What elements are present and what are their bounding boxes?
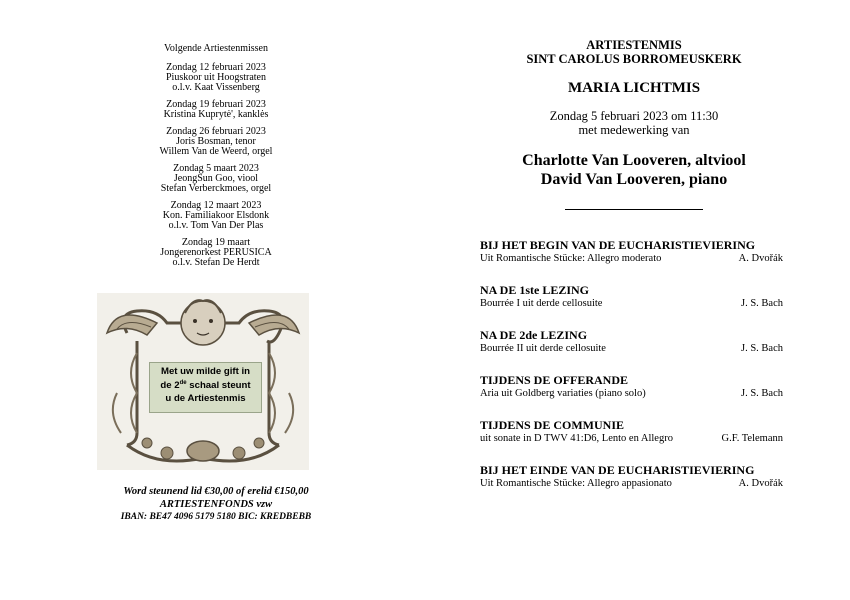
composer: A. Dvořák [738, 253, 783, 264]
composer: J. S. Bach [741, 298, 783, 309]
program-section [480, 328, 798, 356]
program-list [470, 238, 798, 491]
mass-entry [70, 164, 362, 194]
mass-line: Kristina Kuprytė', kanklės [163, 109, 269, 120]
mass-date: Zondag 5 maart 2023 [173, 163, 259, 174]
gift-line: de 2de schaal steunt [160, 379, 251, 391]
feast-title: MARIA LICHTMIS [567, 80, 701, 96]
section-heading: TIJDENS DE COMMUNIE [480, 418, 625, 432]
mass-line: Kon. Familiakoor Elsdonk [162, 210, 270, 221]
gift-line: Met uw milde gift in [160, 366, 250, 377]
mass-line: JeongSun Goo, viool [173, 173, 259, 184]
gift-line: u de Artiestenmis [165, 393, 246, 404]
mass-line: o.l.v. Kaat Vissenberg [172, 82, 260, 93]
church-name: SINT CAROLUS BORROMEUSKERK [526, 52, 742, 66]
section-heading: BIJ HET BEGIN VAN DE EUCHARISTIEVIERING [480, 238, 756, 252]
section-heading: NA DE 1ste LEZING [480, 283, 590, 297]
program-section [480, 373, 798, 401]
mass-date: Zondag 26 februari 2023 [166, 126, 266, 137]
performer: Charlotte Van Looveren, altviool [522, 152, 746, 169]
piece-title: uit sonate in D TWV 41:D6, Lento en Allegro [480, 433, 673, 444]
mass-line: Willem Van de Weerd, orgel [159, 146, 273, 157]
section-heading: TIJDENS DE OFFERANDE [480, 373, 629, 387]
collab-line: met medewerking van [578, 123, 690, 137]
mass-line: Piuskoor uit Hoogstraten [166, 72, 266, 83]
section-heading: BIJ HET EINDE VAN DE EUCHARISTIEVIERING [480, 463, 755, 477]
mass-line: o.l.v. Stefan De Herdt [172, 257, 260, 268]
mass-entry [70, 238, 362, 268]
program-section [480, 463, 798, 491]
mass-line: o.l.v. Tom Van Der Plas [168, 220, 264, 231]
gift-label [149, 362, 262, 413]
section-heading: NA DE 2de LEZING [480, 328, 588, 342]
membership-line: Word steunend lid €30,00 of erelid €150,00 [123, 486, 309, 497]
program-row [480, 477, 783, 491]
mass-entry [70, 63, 362, 93]
program-section [480, 238, 798, 266]
program-section [480, 418, 798, 446]
upcoming-header: Volgende Artiestenmissen [164, 43, 268, 54]
program-row [480, 387, 783, 401]
page-title: ARTIESTENMIS [586, 38, 682, 52]
piece-title: Uit Romantische Stücke: Allegro appasionato [480, 478, 672, 489]
piece-title: Aria uit Goldberg variaties (piano solo) [480, 388, 646, 399]
mass-entry [70, 201, 362, 231]
mass-line: Joris Bosman, tenor [176, 136, 256, 147]
mass-date: Zondag 12 februari 2023 [166, 62, 266, 73]
mass-line: Jongerenorkest PERUSICA [160, 247, 272, 258]
piece-title: Bourrée II uit derde cellosuite [480, 343, 606, 354]
program-row [480, 297, 783, 311]
iban-line: IBAN: BE47 4096 5179 5180 BIC: KREDBEBB [120, 512, 312, 522]
mass-date: Zondag 19 maart [181, 237, 251, 248]
composer: J. S. Bach [741, 388, 783, 399]
performer: David Van Looveren, piano [540, 171, 728, 188]
service-date: Zondag 5 februari 2023 om 11:30 [549, 109, 719, 123]
mass-entry [70, 100, 362, 120]
program-section [480, 283, 798, 311]
composer: J. S. Bach [741, 343, 783, 354]
support-text [70, 485, 362, 524]
program-row [480, 342, 783, 356]
program-header [470, 38, 798, 210]
donation-engraving [97, 293, 309, 470]
fund-name: ARTIESTENFONDS vzw [159, 499, 273, 510]
program-row [480, 252, 783, 266]
mass-line: Stefan Verberckmoes, orgel [160, 183, 272, 194]
composer: G.F. Telemann [721, 433, 783, 444]
program-row [480, 432, 783, 446]
piece-title: Bourrée I uit derde cellosuite [480, 298, 603, 309]
program-sheet [470, 38, 798, 508]
mass-date: Zondag 19 februari 2023 [166, 99, 266, 110]
piece-title: Uit Romantische Stücke: Allegro moderato [480, 253, 662, 264]
performers [470, 151, 798, 189]
composer: A. Dvořák [738, 478, 783, 489]
mass-entry [70, 127, 362, 157]
divider [565, 209, 703, 210]
upcoming-masses [70, 44, 362, 275]
mass-date: Zondag 12 maart 2023 [170, 200, 262, 211]
